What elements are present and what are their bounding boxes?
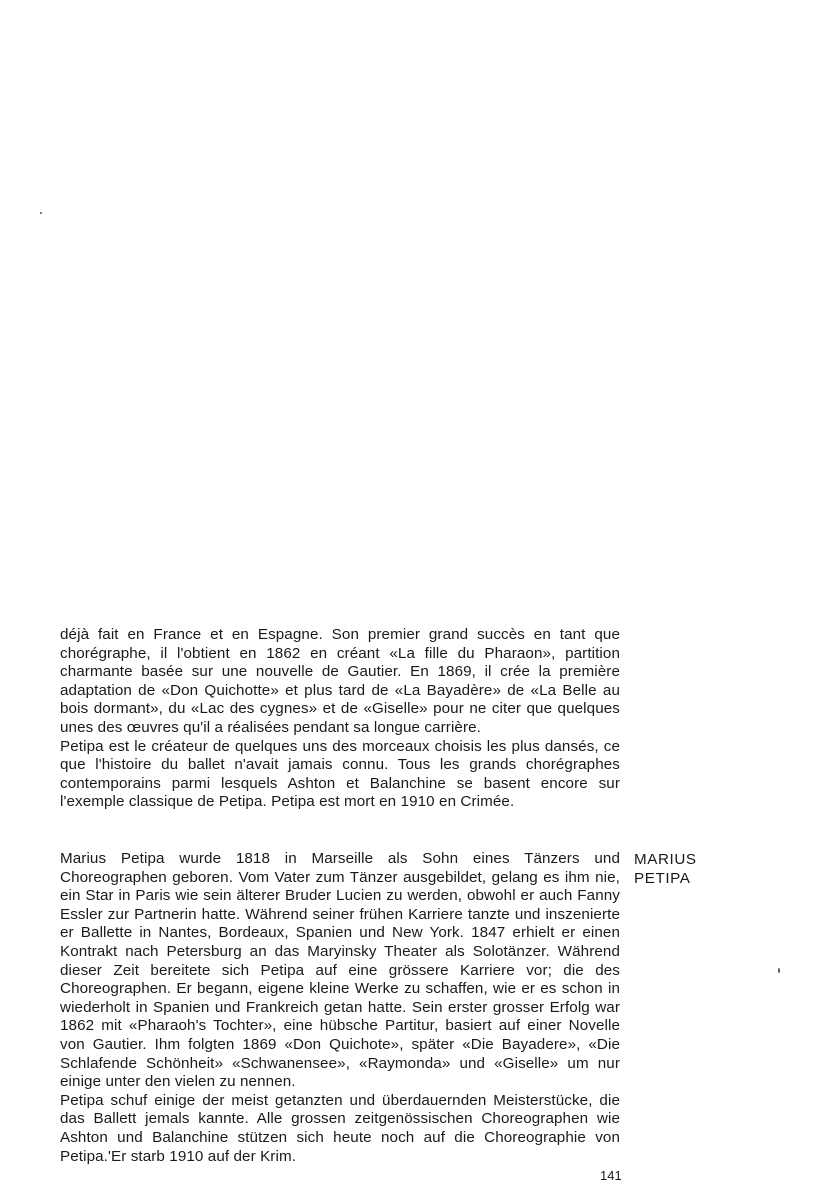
german-text-block [60,850,620,1166]
french-paragraph: déjà fait en France et en Espagne. Son premier grand succès en tant que chorégraphe, il l'obtient en 1862 en créant «La fille du Pharaon», partition charmante basée sur une nouvelle de Gautier. En 1869, il crée la première adaptation de «Don Quichotte» et plus tard de «La Bayadère» de «La Belle au bois dormant», du «Lac des cygnes» et de «Giselle» pour ne citer que quelques unes des œuvres qu'il a réalisées pendant sa longue carrière. [60,626,620,736]
print-speck [778,968,780,973]
german-paragraph: Marius Petipa wurde 1818 in Marseille als Sohn eines Tänzers und Choreographen geboren. Vom Vater zum Tänzer ausgebildet, gelang es ihm nie, ein Star in Paris wie sein älterer Bruder Lucien zu werden, obwohl er auch Fanny Essler zur Partnerin hatte. Während seiner frühen Karriere tanzte und inszenierte er Ballette in Nantes, Bordeaux, Spanien und New York. 1847 erhielt er einen Kontrakt nach Petersburg an das Maryinsky Theater als Solotänzer. Während dieser Zeit bereitete sich Petipa auf eine grössere Karriere vor; die des Choreographen. Er begann, eigene kleine Werke zu schaffen, wie er es schon in wiederholt in Spanien und Frankreich getan hatte. Sein erster grosser Erfolg war 1862 mit «Pharaoh's Tochter», eine hübsche Partitur, basiert auf einer Novelle von Gautier. Ihm folgten 1869 «Don Quichote», später «Die Bayadere», «Die Schlafende Schönheit» «Schwanensee», «Raymonda» und «Giselle» um nur einige unter den vielen zu nennen. [60,850,620,1091]
heading-first-name: MARIUS [634,851,697,868]
german-paragraph: Petipa schuf einige der meist getanzten und überdauernden Meisterstücke, die das Ballett jemals kannte. Alle grossen zeitgenössischen Choreographen wie Ashton und Balanchine stützen sich heute noch auf die Choreographie von Petipa.'Er starb 1910 auf der Krim. [60,1091,620,1165]
french-paragraph: Petipa est le créateur de quelques uns des morceaux choisis les plus dansés, ce que l'histoire du ballet n'avait jamais connu. Tous les grands chorégraphes contemporains parmi lesquels Ashton et Balanchine se basent encore sur l'exemple classique de Petipa. Petipa est mort en 1910 en Crimée. [60,737,620,811]
print-speck [40,212,42,214]
page-number: 141 [600,1168,622,1183]
section-heading [634,851,697,888]
heading-last-name: PETIPA [634,869,691,887]
french-text-block [60,626,620,812]
